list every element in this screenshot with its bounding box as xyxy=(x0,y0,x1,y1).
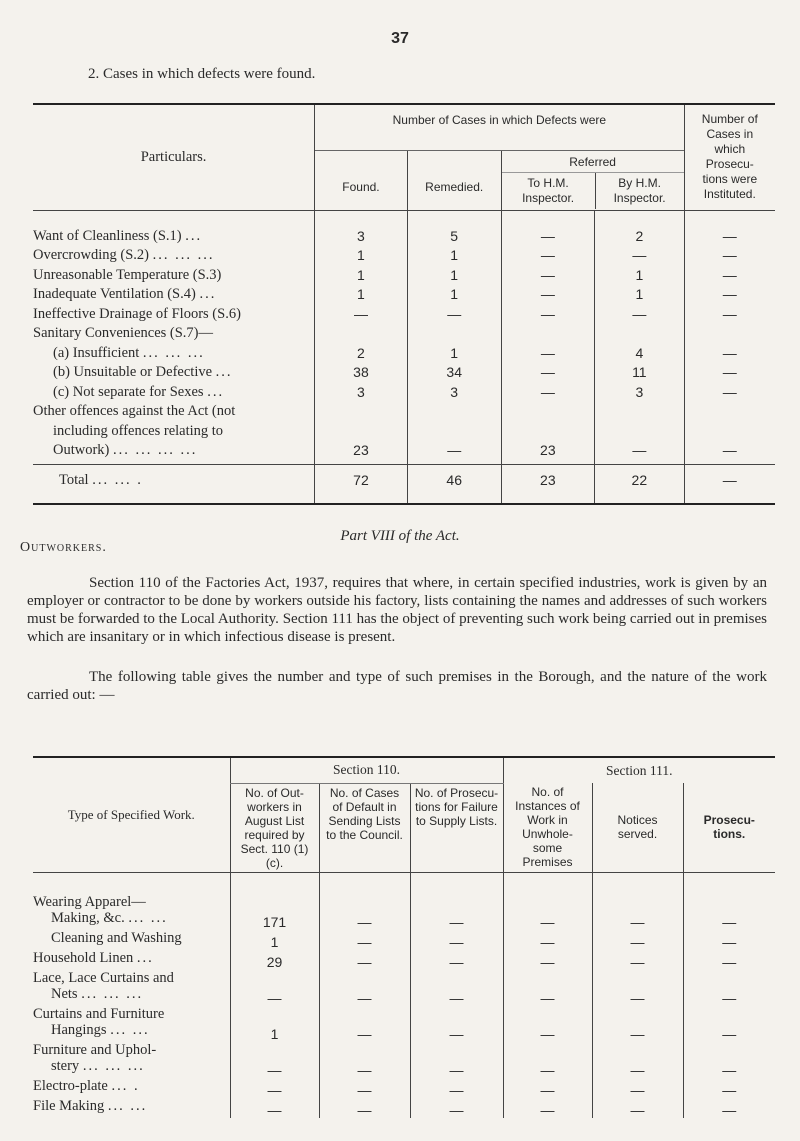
row-label: Unreasonable Temperature (S.3) xyxy=(33,266,222,283)
col-by-hm: By H.M. Inspector. xyxy=(595,173,684,209)
col-particulars: Particulars. xyxy=(33,104,315,210)
row-label: Outwork) ... ... ... ... xyxy=(53,442,198,459)
row-label: Other offences against the Act (not xyxy=(33,403,236,420)
by-hm-cell: — xyxy=(595,304,685,324)
row-label: Ineffective Drainage of Floors (S.6) xyxy=(33,305,241,322)
to-hm-cell xyxy=(501,421,595,441)
prosecutions-cell: — xyxy=(684,285,775,305)
to-hm-cell: — xyxy=(501,343,595,363)
row-label: Curtains and Furniture Hangings ... ... xyxy=(33,1006,165,1038)
col-group-section-111: Section 111. xyxy=(503,757,775,783)
prosecutions-cell: — xyxy=(684,382,775,402)
row-label: Inadequate Ventilation (S.4) ... xyxy=(33,286,217,303)
paragraph-section-110: Section 110 of the Factories Act, 1937, requires that where, in certain specified industries, work is given by an employer or contractor to be done by workers outside his factory, lists containing the names and addresses of such workers must be forwarded to the Local Authority. Section 111 has the object of preventing such work being carried out in premises which are insanitary or in which infectious disease is present. xyxy=(27,575,767,645)
col-remedied: Remedied. xyxy=(407,150,501,210)
value-cell-6: — xyxy=(683,950,775,970)
value-cell-1: 171 xyxy=(230,894,319,930)
value-cell-1: — xyxy=(230,970,319,1006)
value-cell-1: 29 xyxy=(230,950,319,970)
prosecutions-cell: — xyxy=(684,304,775,324)
row-label: including offences relating to xyxy=(53,422,224,439)
value-cell-3: — xyxy=(410,1098,503,1118)
prosecutions-cell xyxy=(684,421,775,441)
by-hm-cell: 3 xyxy=(595,382,685,402)
col-to-hm: To H.M. Inspector. xyxy=(522,176,575,205)
value-cell-3: — xyxy=(410,1078,503,1098)
value-cell-4: — xyxy=(503,1042,592,1078)
found-cell: 1 xyxy=(315,265,408,285)
value-cell-2: — xyxy=(319,970,410,1006)
row-label: (b) Unsuitable or Defective ... xyxy=(53,364,233,381)
section-heading: 2. Cases in which defects were found. xyxy=(88,66,316,82)
value-cell-2: — xyxy=(319,1006,410,1042)
value-cell-5: — xyxy=(592,1098,683,1118)
remedied-cell: 1 xyxy=(407,246,501,266)
found-cell: 23 xyxy=(315,441,408,461)
value-cell-6: — xyxy=(683,1042,775,1078)
prosecutions-cell: — xyxy=(684,363,775,383)
total-to-hm: 23 xyxy=(501,464,595,495)
by-hm-cell: 1 xyxy=(595,285,685,305)
by-hm-cell xyxy=(595,402,685,422)
found-cell: — xyxy=(315,304,408,324)
table-row-total xyxy=(33,464,775,495)
part-title: Part VIII of the Act. xyxy=(340,528,460,544)
prosecutions-cell xyxy=(684,324,775,344)
remedied-cell: — xyxy=(407,304,501,324)
to-hm-cell: — xyxy=(501,363,595,383)
to-hm-cell xyxy=(501,324,595,344)
total-remedied: 46 xyxy=(407,464,501,495)
col-unwholesome-instances: No. of Instances of Work in Unwhole- some Premises xyxy=(503,783,592,872)
by-hm-cell: — xyxy=(595,441,685,461)
row-label: (c) Not separate for Sexes ... xyxy=(53,383,225,400)
table-row xyxy=(33,363,775,383)
table-row xyxy=(33,1078,775,1098)
col-prosecutions-failure: No. of Prosecu- tions for Failure to Supply Lists. xyxy=(410,783,503,872)
to-hm-cell: — xyxy=(501,304,595,324)
prosecutions-cell: — xyxy=(684,441,775,461)
value-cell-4: — xyxy=(503,950,592,970)
value-cell-1: — xyxy=(230,1098,319,1118)
remedied-cell: 1 xyxy=(407,265,501,285)
remedied-cell: 1 xyxy=(407,285,501,305)
table-row xyxy=(33,304,775,324)
by-hm-cell xyxy=(595,324,685,344)
value-cell-1: 1 xyxy=(230,1006,319,1042)
col-outworkers-list: No. of Out- workers in August List required by Sect. 110 (1) (c). xyxy=(230,783,319,872)
to-hm-cell: — xyxy=(501,265,595,285)
table-row xyxy=(33,1098,775,1118)
value-cell-2: — xyxy=(319,950,410,970)
remedied-cell: 34 xyxy=(407,363,501,383)
value-cell-6: — xyxy=(683,1098,775,1118)
value-cell-1: — xyxy=(230,1042,319,1078)
value-cell-3: — xyxy=(410,950,503,970)
to-hm-cell: 23 xyxy=(501,441,595,461)
by-hm-cell: 2 xyxy=(595,226,685,246)
found-cell: 2 xyxy=(315,343,408,363)
remedied-cell xyxy=(407,402,501,422)
found-cell: 38 xyxy=(315,363,408,383)
value-cell-3: — xyxy=(410,1042,503,1078)
found-cell xyxy=(315,324,408,344)
remedied-cell: 5 xyxy=(407,226,501,246)
value-cell-4: — xyxy=(503,930,592,950)
remedied-cell: 1 xyxy=(407,343,501,363)
value-cell-4: — xyxy=(503,894,592,930)
table-row xyxy=(33,324,775,344)
row-label: Furniture and Uphol- stery ... ... ... xyxy=(33,1042,157,1074)
table-row xyxy=(33,402,775,422)
row-label: Overcrowding (S.2) ... ... ... xyxy=(33,247,215,264)
value-cell-4: — xyxy=(503,970,592,1006)
by-hm-cell: — xyxy=(595,246,685,266)
row-label: File Making ... ... xyxy=(33,1098,148,1114)
table-row xyxy=(33,382,775,402)
col-group-defects: Number of Cases in which Defects were xyxy=(315,104,685,150)
remedied-cell xyxy=(407,324,501,344)
value-cell-3: — xyxy=(410,970,503,1006)
prosecutions-cell: — xyxy=(684,265,775,285)
prosecutions-cell xyxy=(684,402,775,422)
value-cell-2: — xyxy=(319,930,410,950)
table-row xyxy=(33,246,775,266)
value-cell-2: — xyxy=(319,1042,410,1078)
value-cell-3: — xyxy=(410,930,503,950)
col-referred: Referred xyxy=(502,151,684,173)
value-cell-5: — xyxy=(592,1042,683,1078)
remedied-cell: — xyxy=(407,441,501,461)
to-hm-cell: — xyxy=(501,226,595,246)
col-prosecutions: Number of Cases in which Prosecu- tions were Instituted. xyxy=(684,104,775,210)
col-group-section-110: Section 110. xyxy=(230,757,503,783)
prosecutions-cell: — xyxy=(684,343,775,363)
found-cell: 3 xyxy=(315,382,408,402)
value-cell-6: — xyxy=(683,930,775,950)
found-cell xyxy=(315,421,408,441)
col-default-cases: No. of Cases of Default in Sending Lists to the Council. xyxy=(319,783,410,872)
value-cell-6: — xyxy=(683,970,775,1006)
value-cell-1: 1 xyxy=(230,930,319,950)
by-hm-cell: 4 xyxy=(595,343,685,363)
table-row xyxy=(33,343,775,363)
table-row xyxy=(33,421,775,441)
table-row xyxy=(33,1006,775,1042)
row-label: Lace, Lace Curtains and Nets ... ... ... xyxy=(33,970,174,1002)
total-prosecutions: — xyxy=(684,464,775,495)
outworkers-table xyxy=(33,756,775,1118)
value-cell-5: — xyxy=(592,950,683,970)
table-row xyxy=(33,1042,775,1078)
total-label: Total ... ... . xyxy=(59,471,143,488)
col-prosecutions-111: Prosecu- tions. xyxy=(683,783,775,872)
total-by-hm: 22 xyxy=(595,464,685,495)
defects-table xyxy=(33,103,775,505)
value-cell-3: — xyxy=(410,1006,503,1042)
row-label: Sanitary Conveniences (S.7)— xyxy=(33,325,214,342)
value-cell-5: — xyxy=(592,1006,683,1042)
col-notices-served: Notices served. xyxy=(592,783,683,872)
value-cell-2: — xyxy=(319,894,410,930)
value-cell-5: — xyxy=(592,894,683,930)
remedied-cell: 3 xyxy=(407,382,501,402)
value-cell-4: — xyxy=(503,1078,592,1098)
value-cell-5: — xyxy=(592,1078,683,1098)
to-hm-cell xyxy=(501,402,595,422)
outworkers-heading: Outworkers. xyxy=(20,540,107,555)
table-row xyxy=(33,226,775,246)
col-found: Found. xyxy=(315,150,408,210)
found-cell: 1 xyxy=(315,285,408,305)
value-cell-5: — xyxy=(592,970,683,1006)
table-row xyxy=(33,930,775,950)
total-found: 72 xyxy=(315,464,408,495)
row-label: (a) Insufficient ... ... ... xyxy=(53,344,205,361)
table-row xyxy=(33,265,775,285)
col-type-of-work: Type of Specified Work. xyxy=(33,757,230,872)
remedied-cell xyxy=(407,421,501,441)
table-row xyxy=(33,441,775,461)
by-hm-cell xyxy=(595,421,685,441)
by-hm-cell: 11 xyxy=(595,363,685,383)
found-cell: 1 xyxy=(315,246,408,266)
row-label: Cleaning and Washing xyxy=(51,930,182,946)
value-cell-5: — xyxy=(592,930,683,950)
prosecutions-cell: — xyxy=(684,226,775,246)
value-cell-4: — xyxy=(503,1098,592,1118)
value-cell-1: — xyxy=(230,1078,319,1098)
row-label: Electro-plate ... . xyxy=(33,1078,140,1094)
found-cell xyxy=(315,402,408,422)
value-cell-3: — xyxy=(410,894,503,930)
to-hm-cell: — xyxy=(501,246,595,266)
table-row xyxy=(33,894,775,930)
table-row xyxy=(33,970,775,1006)
row-label: Household Linen ... xyxy=(33,950,154,966)
value-cell-6: — xyxy=(683,1006,775,1042)
found-cell: 3 xyxy=(315,226,408,246)
by-hm-cell: 1 xyxy=(595,265,685,285)
value-cell-4: — xyxy=(503,1006,592,1042)
row-label: Wearing Apparel— Making, &c. ... ... xyxy=(33,894,168,926)
value-cell-6: — xyxy=(683,1078,775,1098)
to-hm-cell: — xyxy=(501,382,595,402)
table-row xyxy=(33,285,775,305)
prosecutions-cell: — xyxy=(684,246,775,266)
value-cell-2: — xyxy=(319,1078,410,1098)
to-hm-cell: — xyxy=(501,285,595,305)
value-cell-6: — xyxy=(683,894,775,930)
value-cell-2: — xyxy=(319,1098,410,1118)
table-row xyxy=(33,950,775,970)
page-number: 37 xyxy=(391,30,409,47)
paragraph-table-intro: The following table gives the number and type of such premises in the Borough, and the nature of the work carried out: — xyxy=(27,669,767,703)
row-label: Want of Cleanliness (S.1) ... xyxy=(33,227,203,244)
